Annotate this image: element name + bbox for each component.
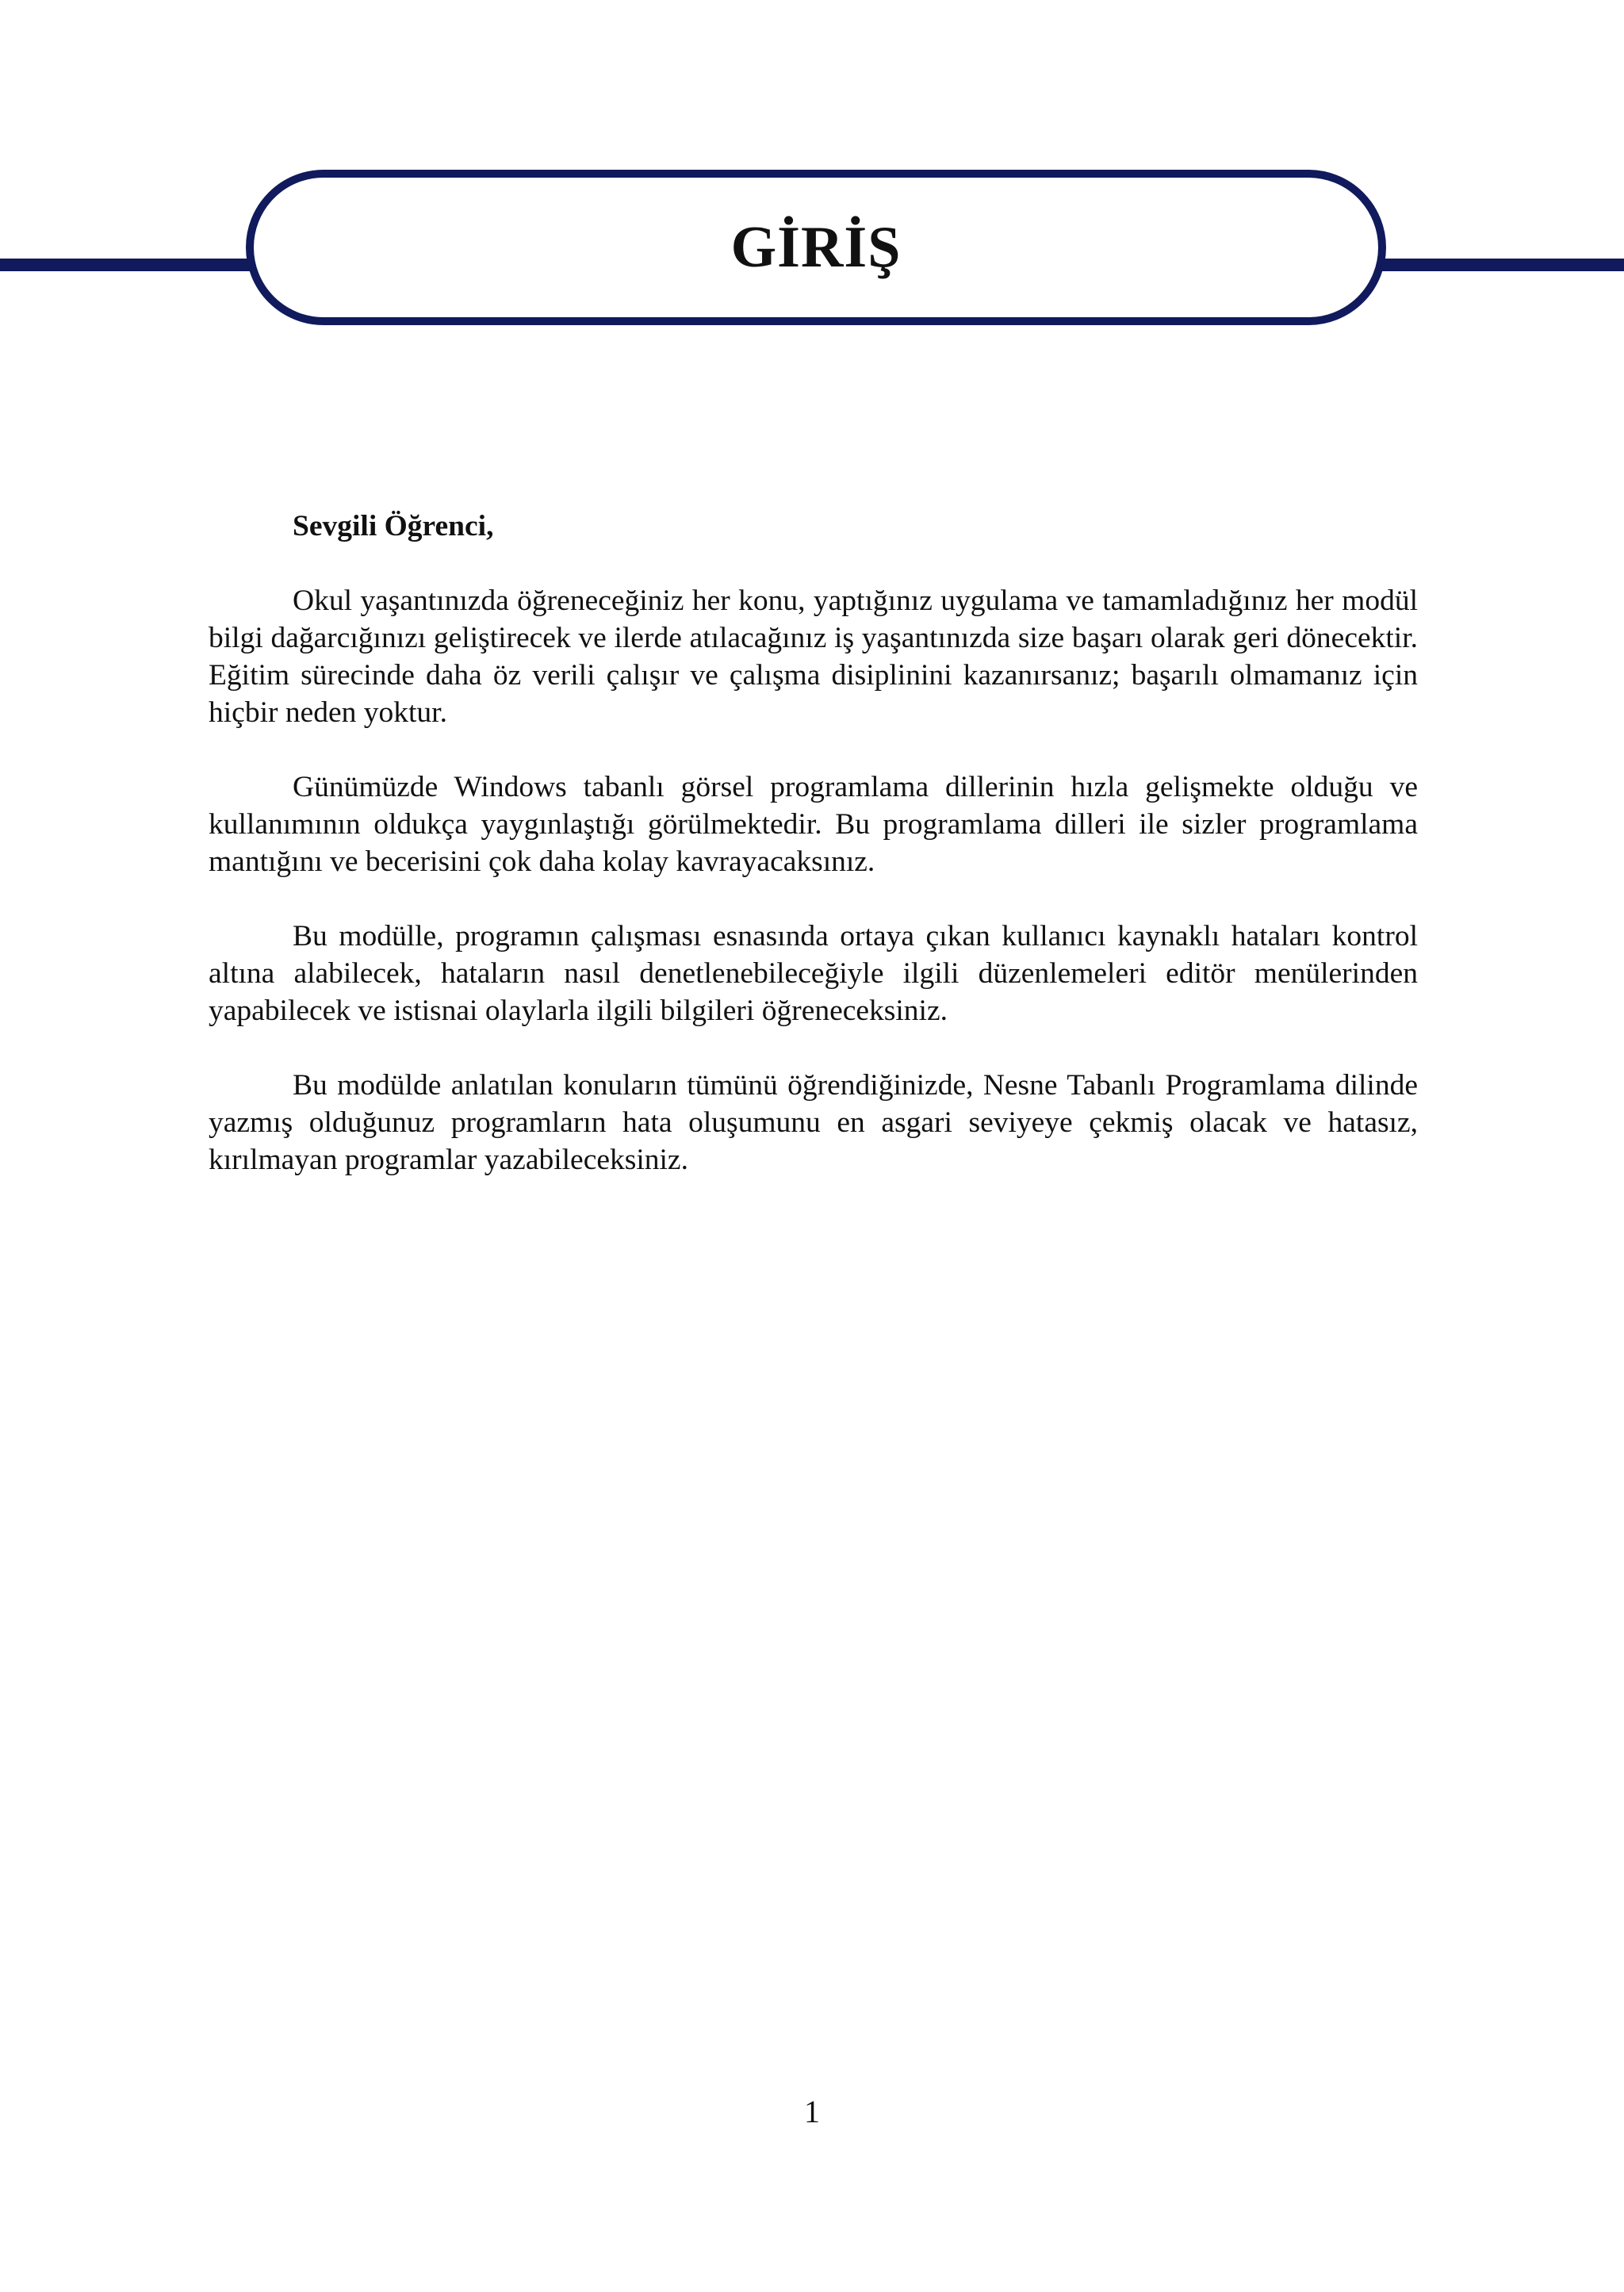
chapter-title: GİRİŞ xyxy=(730,215,902,280)
header-rule-right xyxy=(1372,259,1624,271)
paragraph: Günümüzde Windows tabanlı görsel programlama dillerinin hızla gelişmekte olduğu ve kullanımının oldukça yaygınlaştığı görülmektedir. Bu programlama dilleri ile sizler programlama mantığını ve becerisini çok daha kolay kavrayacaksınız. xyxy=(209,771,1418,878)
paragraph: Bu modülde anlatılan konuların tümünü öğrendiğinizde, Nesne Tabanlı Programlama dilinde yazmış olduğunuz programların hata oluşumunu en asgari seviyeye çekmiş olacak ve hatasız, kırılmayan programlar yazabileceksiniz. xyxy=(209,1069,1418,1176)
header-rule-left xyxy=(0,259,262,271)
chapter-header xyxy=(0,0,1624,365)
paragraph: Bu modülle, programın çalışması esnasında ortaya çıkan kullanıcı kaynaklı hataları kontrol altına alabilecek, hataların nasıl denetlenebileceğiyle ilgili düzenlemeleri editör menülerinden yapabilecek ve istisnai olaylarla ilgili bilgileri öğreneceksiniz. xyxy=(209,920,1418,1027)
page-number: 1 xyxy=(804,2094,820,2129)
paragraph: Okul yaşantınızda öğreneceğiniz her konu, yaptığınız uygulama ve tamamladığınız her modül bilgi dağarcığınızı geliştirecek ve ilerde atılacağınız iş yaşantınızda size başarı olarak geri dönecektir. Eğitim sürecinde daha öz verili çalışır ve çalışma disiplinini kazanırsanız; başarılı olmamanız için hiçbir neden yoktur. xyxy=(209,584,1418,729)
salutation: Sevgili Öğrenci, xyxy=(293,510,494,542)
body-text xyxy=(209,508,1418,1216)
